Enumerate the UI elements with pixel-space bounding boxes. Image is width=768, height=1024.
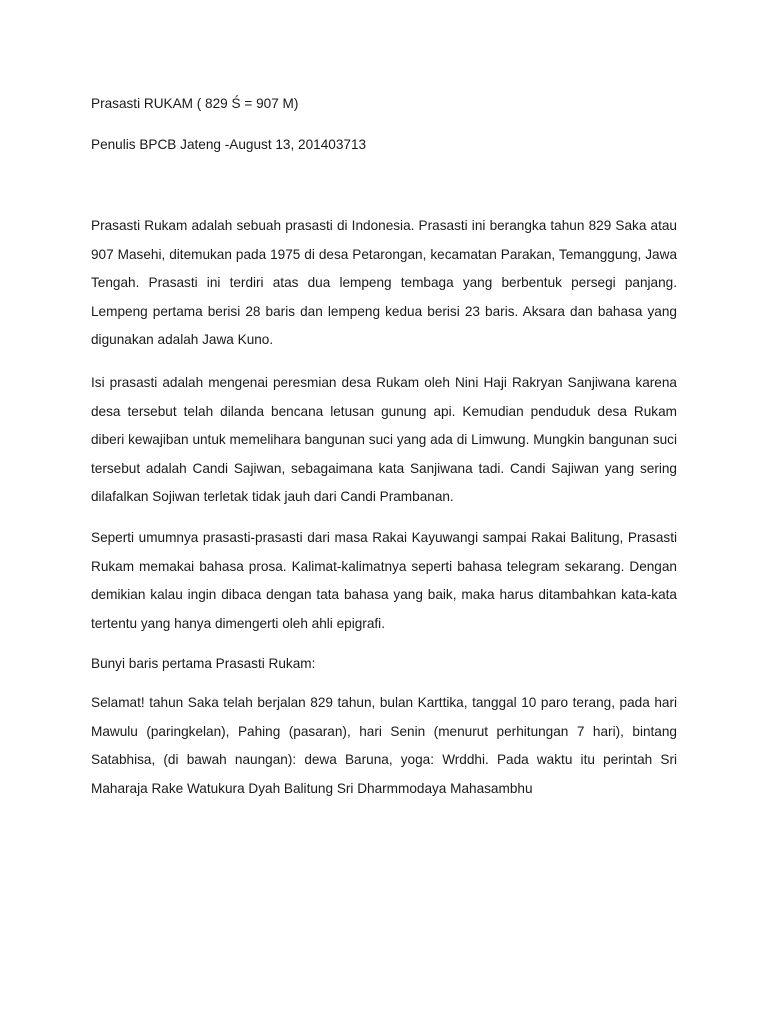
quote-intro: Bunyi baris pertama Prasasti Rukam: xyxy=(91,656,316,671)
paragraph-3: Seperti umumnya prasasti-prasasti dari masa Rakai Kayuwangi sampai Rakai Balitung, Prasasti Rukam memakai bahasa prosa. Kalimat-kalimatnya seperti bahasa telegram sekarang. Dengan demikian kalau ingin dibaca dengan tata bahasa yang baik, maka harus ditambahkan kata-kata tertentu yang hanya dimengerti oleh ahli epigrafi. xyxy=(91,530,677,631)
paragraph-1: Prasasti Rukam adalah sebuah prasasti di Indonesia. Prasasti ini berangka tahun 829 Saka atau 907 Masehi, ditemukan pada 1975 di desa Petarongan, kecamatan Parakan, Temanggung, Jawa Tengah. Prasasti ini terdiri atas dua lempeng tembaga yang berbentuk persegi panjang. Lempeng pertama berisi 28 baris dan lempeng kedua berisi 23 baris. Aksara dan bahasa yang digunakan adalah Jawa Kuno. xyxy=(91,218,677,347)
paragraph-2: Isi prasasti adalah mengenai peresmian desa Rukam oleh Nini Haji Rakryan Sanjiwana karena desa tersebut telah dilanda bencana letusan gunung api. Kemudian penduduk desa Rukam diberi kewajiban untuk memelihara bangunan suci yang ada di Limwung. Mungkin bangunan suci tersebut adalah Candi Sajiwan, sebagaimana kata Sanjiwana tadi. Candi Sajiwan yang sering dilafalkan Sojiwan terletak tidak jauh dari Candi Prambanan. xyxy=(91,375,677,504)
document-title: Prasasti RUKAM ( 829 Ś = 907 M) xyxy=(91,96,299,111)
document-byline: Penulis BPCB Jateng -August 13, 201403713 xyxy=(91,137,367,152)
quote-paragraph: Selamat! tahun Saka telah berjalan 829 tahun, bulan Karttika, tanggal 10 paro terang, pada hari Mawulu (paringkelan), Pahing (pasaran), hari Senin (menurut perhitungan 7 hari), bintang Satabhisa, (di bawah naungan): dewa Baruna, yoga: Wrddhi. Pada waktu itu perintah Sri Maharaja Rake Watukura Dyah Balitung Sri Dharmmodaya Mahasambhu xyxy=(91,695,677,796)
